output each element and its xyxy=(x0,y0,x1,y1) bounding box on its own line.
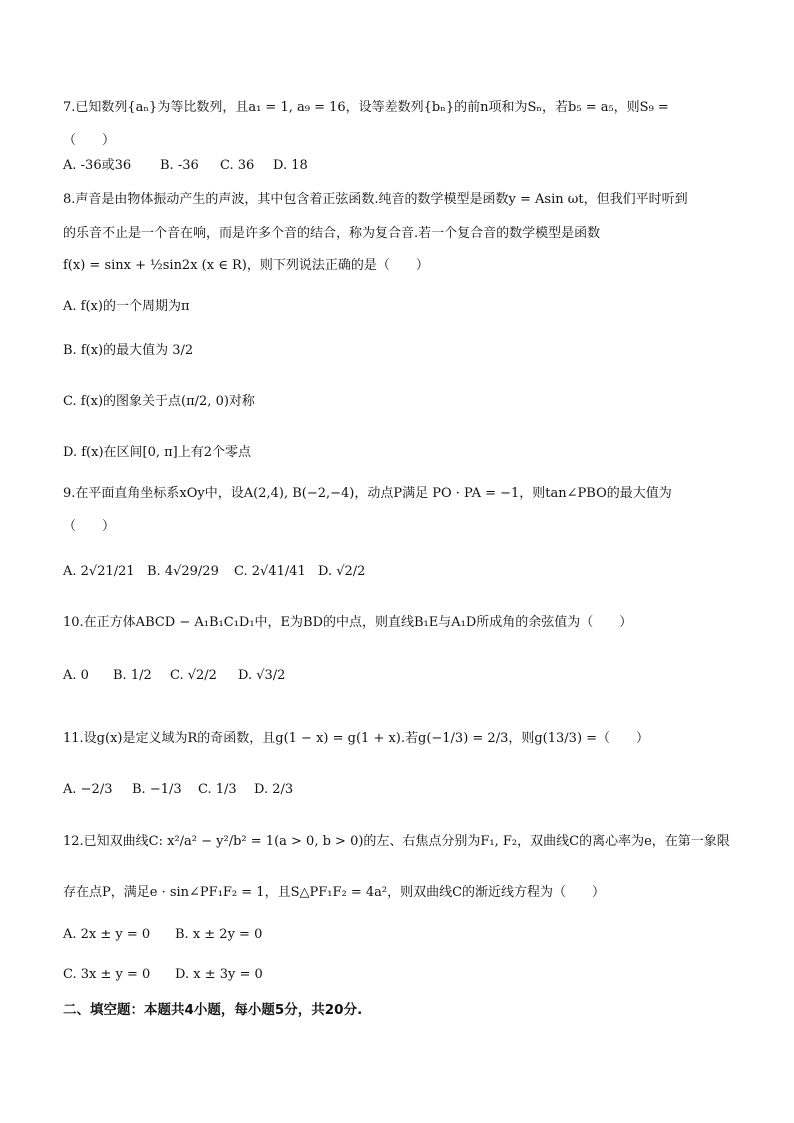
question-11-text-line-1: 11.设g(x)是定义域为R的奇函数，且g(1 − x) = g(1 + x).若g(−1/3) = 2/3，则g(13/3) =（ ） xyxy=(63,731,650,746)
question-7-text-line-1: 7.已知数列{aₙ}为等比数列，且a₁ = 1, a₉ = 16，设等差数列{bₙ}的前n项和为Sₙ，若b₅ = a₅，则S₉ = xyxy=(63,100,669,115)
question-7-option-b: B. -36 xyxy=(160,158,199,173)
question-9-text-line-2: （ ） xyxy=(63,519,116,534)
question-8-text-line-3: f(x) = sinx + ½sin2x (x ∈ R)，则下列说法正确的是（ ） xyxy=(63,258,429,273)
question-12-option-b: B. x ± 2y = 0 xyxy=(175,927,263,942)
question-9-option-d: D. √2/2 xyxy=(318,564,366,579)
question-7-option-a: A. -36或36 xyxy=(63,158,132,173)
question-8-option-a: A. f(x)的一个周期为π xyxy=(63,299,190,314)
question-11-option-d: D. 2/3 xyxy=(254,782,294,797)
question-10-option-d: D. √3/2 xyxy=(238,668,286,683)
question-12-option-d: D. x ± 3y = 0 xyxy=(175,967,263,982)
section-heading-fill-in: 二、填空题：本题共4小题，每小题5分，共20分. xyxy=(63,1002,363,1018)
question-7-option-c: C. 36 xyxy=(220,158,255,173)
question-11-option-a: A. −2/3 xyxy=(63,782,113,797)
question-8-option-d: D. f(x)在区间[0, π]上有2个零点 xyxy=(63,445,252,460)
question-9-text-line-1: 9.在平面直角坐标系xOy中，设A(2,4), B(−2,−4)，动点P满足 PO · PA = −1，则tan∠PBO的最大值为 xyxy=(63,486,672,501)
question-11-option-c: C. 1/3 xyxy=(198,782,237,797)
question-8-option-c: C. f(x)的图象关于点(π/2, 0)对称 xyxy=(63,394,255,409)
question-7-text-line-2: （ ） xyxy=(63,133,116,148)
question-9-option-a: A. 2√21/21 xyxy=(63,564,135,579)
question-10-option-b: B. 1/2 xyxy=(113,668,152,683)
question-9-option-b: B. 4√29/29 xyxy=(147,564,219,579)
question-12-text-line-1: 12.已知双曲线C: x²/a² − y²/b² = 1(a > 0, b > 0)的左、右焦点分别为F₁, F₂，双曲线C的离心率为e，在第一象限 xyxy=(63,834,730,849)
question-8-option-b: B. f(x)的最大值为 3/2 xyxy=(63,343,194,358)
question-8-text-line-1: 8.声音是由物体振动产生的声波，其中包含着正弦函数.纯音的数学模型是函数y = Asin ωt，但我们平时听到 xyxy=(63,192,688,207)
question-10-text-line-1: 10.在正方体ABCD − A₁B₁C₁D₁中，E为BD的中点，则直线B₁E与A₁D所成角的余弦值为（ ） xyxy=(63,615,633,630)
question-9-option-c: C. 2√41/41 xyxy=(234,564,306,579)
question-12-option-c: C. 3x ± y = 0 xyxy=(63,967,151,982)
question-10-option-c: C. √2/2 xyxy=(170,668,217,683)
question-8-text-line-2: 的乐音不止是一个音在响，而是许多个音的结合，称为复合音.若一个复合音的数学模型是函数 xyxy=(63,226,601,241)
question-12-option-a: A. 2x ± y = 0 xyxy=(63,927,151,942)
question-11-option-b: B. −1/3 xyxy=(132,782,182,797)
question-10-option-a: A. 0 xyxy=(63,668,89,683)
question-7-option-d: D. 18 xyxy=(273,158,308,173)
question-12-text-line-2: 存在点P，满足e · sin∠PF₁F₂ = 1，且S△PF₁F₂ = 4a²，则双曲线C的渐近线方程为（ ） xyxy=(63,885,606,900)
